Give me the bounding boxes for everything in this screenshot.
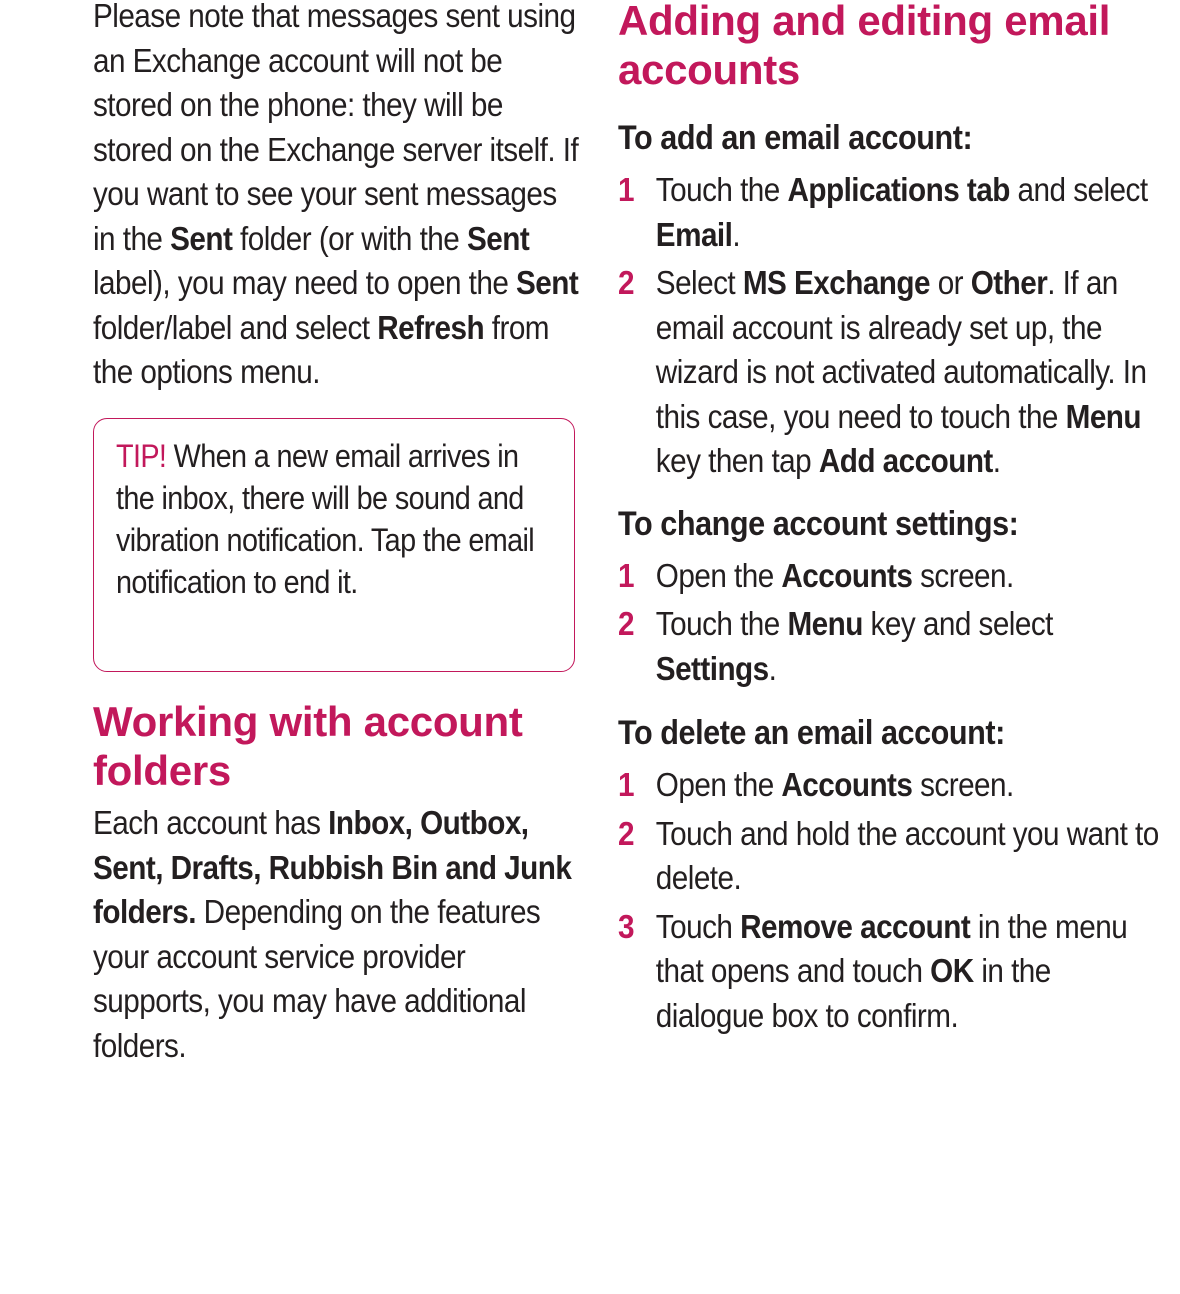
tip-text (116, 435, 557, 603)
text-run: or (929, 264, 971, 301)
bold-term: Settings (655, 649, 769, 687)
text-run: Open the (655, 556, 782, 594)
step-item (618, 602, 1165, 691)
text-run: Touch the (655, 605, 788, 642)
text-run: in the dialogue box to confirm. (655, 952, 1051, 1034)
bold-term: Menu (1065, 397, 1142, 435)
section-title: To change account settings: (618, 504, 1019, 543)
text-run: Depending on the features your account service provider supports, you may have additional folders. (93, 893, 541, 1064)
intro-paragraph (93, 0, 581, 395)
text-run: key then tap (655, 442, 819, 479)
accounts-heading: Adding and editing email accounts (618, 0, 1111, 93)
step-item (618, 261, 1165, 484)
folders-heading: Working with account folders (93, 698, 523, 794)
bold-term: Sent (466, 219, 530, 257)
step-list (618, 763, 1159, 1038)
bold-term: Refresh (377, 308, 485, 346)
step-number: 2 (618, 814, 634, 852)
folders-section (93, 697, 581, 1068)
instruction-section (618, 116, 1148, 484)
section-title: To add an email account: (618, 119, 973, 157)
tip-body: When a new email arrives in the inbox, there will be sound and vibration notification. Tap the email notification to end it. (116, 438, 535, 600)
step-item (618, 763, 1165, 808)
instruction-section (618, 502, 1128, 692)
step-item (618, 554, 1165, 599)
instruction-section (618, 711, 1159, 1038)
folders-paragraph (93, 801, 581, 1068)
bold-term: Email (655, 215, 733, 253)
step-number: 1 (618, 766, 634, 803)
text-run: screen. (912, 556, 1014, 594)
text-run: key and select (862, 605, 1053, 642)
text-run: . (768, 649, 777, 687)
tip-box (93, 418, 575, 672)
step-item (618, 168, 1165, 257)
bold-term: MS Exchange (742, 264, 930, 301)
bold-term: Applications tab (787, 171, 1010, 208)
text-run: from the options menu. (93, 308, 550, 390)
bold-term: Remove account (740, 907, 971, 945)
step-number: 2 (618, 605, 634, 642)
text-run: screen. (912, 766, 1014, 803)
bold-term: Menu (787, 605, 863, 642)
bold-term: Accounts (781, 766, 913, 803)
bold-term: Accounts (781, 556, 913, 594)
tip-label: TIP! (116, 438, 167, 474)
text-run: . If an email account is already set up, the wizard is not activated automatically. In this case, you need to touch the (655, 264, 1147, 435)
bold-term: Sent (516, 264, 579, 301)
step-list (618, 554, 1128, 692)
text-run: Touch and hold the account you want to delete. (655, 814, 1159, 896)
text-run: and select (1009, 171, 1148, 208)
step-number: 1 (618, 556, 634, 594)
text-run: in the menu that opens and touch (655, 907, 1128, 989)
step-item (618, 812, 1165, 901)
step-list (618, 168, 1148, 484)
text-run: Touch the (655, 171, 788, 208)
bold-term: Sent (170, 219, 233, 257)
text-run: Touch (655, 907, 741, 945)
bold-term: Other (970, 264, 1048, 301)
bold-term: OK (930, 952, 974, 989)
text-run: Please note that messages sent using an Exchange account will not be stored on the phone: they will be stored on the Exchange server itself. If you want to see your sent messages in the (93, 0, 579, 257)
left-column (93, 0, 581, 395)
step-item (618, 905, 1165, 1039)
section-title: To delete an email account: (618, 714, 1005, 752)
text-run: . (732, 215, 741, 253)
text-run: label), you may need to open the (93, 264, 517, 301)
text-run: folder/label and select (93, 308, 378, 346)
text-run: Open the (655, 766, 782, 803)
bold-term: Add account (818, 442, 993, 479)
text-run: Select (655, 264, 743, 301)
text-run: folder (or with the (232, 219, 467, 257)
bold-term: Inbox, Outbox, Sent, Drafts, Rubbish Bin and Junk folders. (93, 804, 572, 930)
step-number: 2 (618, 264, 634, 301)
text-run: Each account has (93, 804, 329, 841)
right-column (618, 0, 1159, 1038)
step-number: 3 (618, 907, 634, 945)
text-run: . (992, 442, 1001, 479)
instruction-sections (618, 116, 1159, 1038)
step-number: 1 (618, 171, 634, 208)
